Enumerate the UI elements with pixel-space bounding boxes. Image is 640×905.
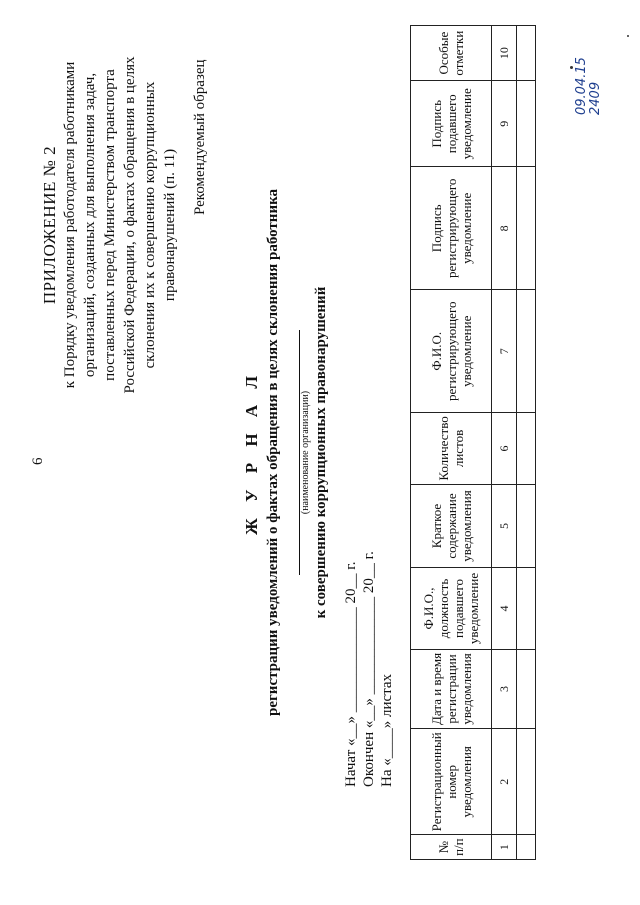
appendix-block: [40, 45, 180, 405]
page-number: 6: [30, 457, 46, 465]
column-header: № п/п: [411, 835, 492, 860]
column-header: Краткое содержание уведомления: [411, 484, 492, 568]
appendix-line: к Порядку уведомления работодателя работниками: [62, 61, 78, 389]
appendix-line: правонарушений (п. 11): [162, 148, 178, 302]
registration-journal-table: [410, 25, 536, 860]
column-number-row: [492, 26, 517, 860]
column-header: Подпись регистрирующего уведомление: [411, 167, 492, 290]
recommended-sample-label: Рекомендуемый образец: [192, 59, 208, 215]
scan-speck: [627, 35, 629, 37]
appendix-title: ПРИЛОЖЕНИЕ № 2: [40, 145, 59, 305]
handwritten-number: 2409: [588, 81, 603, 115]
table-cell: [517, 729, 536, 835]
table-row: [517, 26, 536, 860]
table-header-row: [411, 26, 492, 860]
appendix-line: Российской Федерации, о фактах обращения в целях: [122, 56, 138, 394]
column-header: Регистрационный номер уведомления: [411, 729, 492, 835]
column-number: 6: [492, 413, 517, 484]
column-number: 10: [492, 26, 517, 81]
finished-date: Окончен «__» _____________ 20__ г.: [361, 551, 377, 787]
table-cell: [517, 835, 536, 860]
journal-title: Ж У Р Н А Л: [242, 369, 261, 536]
table-cell: [517, 167, 536, 290]
journal-subtitle-continued: к совершению коррупционных правонарушений: [313, 286, 329, 619]
appendix-line: поставленных перед Министерством транспорта: [102, 69, 118, 381]
column-header: Подпись подавшего уведомление: [411, 81, 492, 167]
column-number: 5: [492, 484, 517, 568]
scan-speck: [570, 66, 573, 69]
sheets-count: На «____» листах: [379, 673, 395, 787]
handwritten-date: 09.04.15: [574, 57, 589, 115]
column-number: 4: [492, 568, 517, 649]
organization-caption: (наименование организации): [300, 390, 311, 515]
journal-subtitle: регистрации уведомлений о фактах обращения в целях склонения работника: [265, 189, 281, 717]
appendix-line: организаций, созданных для выполнения задач,: [82, 72, 98, 378]
column-number: 9: [492, 81, 517, 167]
appendix-line: склонения их к совершению коррупционных: [142, 81, 158, 369]
column-header: Ф.И.О., должность подавшего уведомление: [411, 568, 492, 649]
column-header: Ф.И.О. регистрирующего уведомление: [411, 290, 492, 413]
column-number: 1: [492, 835, 517, 860]
column-number: 3: [492, 649, 517, 729]
column-header: Количество листов: [411, 413, 492, 484]
table-cell: [517, 290, 536, 413]
column-header: Дата и время регистрации уведомления: [411, 649, 492, 729]
table-cell: [517, 568, 536, 649]
column-number: 8: [492, 167, 517, 290]
column-number: 7: [492, 290, 517, 413]
table-cell: [517, 81, 536, 167]
table-cell: [517, 649, 536, 729]
started-date: Начат «__» ______________ 20__ г.: [343, 561, 359, 787]
table-cell: [517, 413, 536, 484]
column-header: Особые отметки: [411, 26, 492, 81]
handwritten-note: [575, 57, 603, 115]
column-number: 2: [492, 729, 517, 835]
table-cell: [517, 484, 536, 568]
table-cell: [517, 26, 536, 81]
